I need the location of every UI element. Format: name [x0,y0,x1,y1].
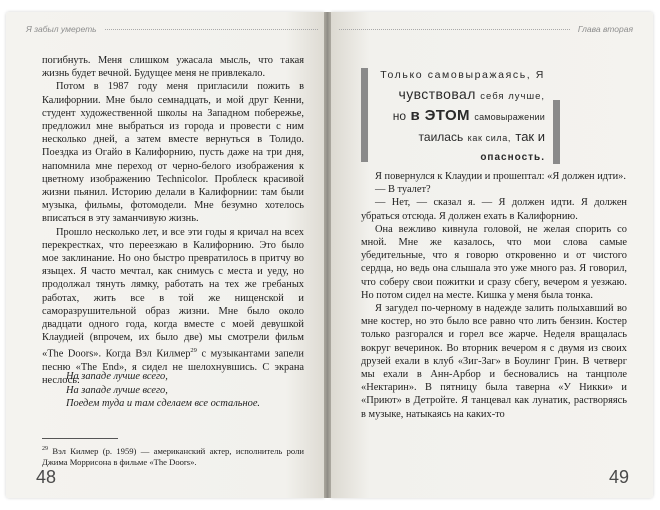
running-head-title: Я забыл умереть [26,24,97,34]
pull-quote-line [361,64,545,85]
paragraph: погибнуть. Меня слишком ужасала мысль, что такая жизнь будет вечной. Будущее меня не привлекало. [42,55,304,80]
footnote-divider [42,438,118,439]
right-running-head [339,22,633,36]
lyric-line: На западе лучше всего, [66,384,168,396]
footnote-number: 29 [42,446,48,452]
pull-quote-fragment: в ЭТОМ [410,107,470,124]
pull-quote-line [361,106,545,127]
right-page [331,12,653,498]
footnote [42,444,304,468]
pull-quote-line: опасность. [480,152,545,163]
pull-quote-line [361,127,545,148]
paragraph: Я загудел по-черному в надежде залить полыхавший во мне костер, но это было все равно что лить бензин. Костер только разгорался и горел все жарче. Неделя вращалась вокруг вечеринок. Во вторник вечером я с двумя из своих друзей ехали в клуб «Зиг-Заг» в Боулинг Грин. В четверг мы ехали в Анн-Арбор и бесновались на танцполе «Нектарин». В пятницу была таверна «У Никки» и «Приют» в Детройте. Я танцевал как лунатик, растворяясь в музыке, натыкаясь на каких-то [361,303,627,420]
footnote-text: Вэл Килмер (р. 1959) — американский актер, исполнитель роли Джима Моррисона в фильме «The Doors». [42,445,304,467]
paragraph: Она вежливо кивнула головой, не желая спорить со мной. Мне же казалось, что мои слова самые убедительные, что я говорю откровенно и от чистого сердца, но ведь она слышала это уже много раз. Я говорил, что соберу свои пожитки и сразу сбегу, вечером я уезжаю. Но потом сидел на месте. Кишка у меня была тонка. [361,223,627,301]
pull-quote-fragment: как сила, [467,133,511,143]
paragraph: Потом в 1987 году меня пригласили пожить в Калифорнии. Мне было семнадцать, и мой друг Кенни, студент художественной школы на Западном побережье, предложил мне выбраться из города и провести с ним несколько дней, а затем вместе вернуться в Толидо. Поездка из Огайо в Калифорнию, пусть даже на три дня, напомнила мне переход от черно-белого изображения к цветному изображению Technicolor. Проблеск красивой жизни пьянил. Историю делали в Калифорнии: там были музыка, фильмы, фотомодели. Мне безумно хотелось вписаться в эту заманчивую жизнь. [42,81,304,225]
lyric-line: Поедем туда и там сделаем все остальное. [66,398,261,410]
paragraph: — Нет, — сказал я. — Я должен идти. Я должен убраться отсюда. Я должен ехать в Калифорнию. [361,197,627,222]
footnote-marker: 29 [190,347,197,355]
right-body-text [361,170,627,421]
pull-quote-fragment: Только самовыражаясь, Я [380,69,545,81]
page-number: 48 [36,467,57,487]
paragraph-text: с музыкантами запели песню «The End», я сидел не шелохнувшись. С экрана неслось: [42,348,304,387]
page-number: 49 [608,467,629,487]
paragraph-text: Прошло несколько лет, и все эти годы я кричал на всех перекрестках, что переезжаю в Калифорнию. Это было мое заклинание. Но оно быстро превратилось в притчу во языцех. Я часто мечтал, как снимусь с места и уеду, но продолжал тянуть лямку, работать на тех же гребаных работах, жить все в той же нищенской и саморазрушительной образ жизни. Мне было около двадцати одного года, когда вместе с моей девушкой Клаудией (впрочем, их было две) мы смотрели фильм «The Doors». Когда Вэл Килмер [42,226,304,360]
paragraph: Я повернулся к Клаудии и прошептал: «Я должен идти». [375,171,626,182]
lyric-line: На западе лучше всего, [66,371,168,382]
pull-quote-fragment: так и [515,129,545,144]
pull-quote-fragment: самовыражении [474,112,545,122]
pull-quote-fragment: чувствовал [398,86,476,102]
pull-quote-bar [553,100,560,164]
running-head-rule [105,29,318,30]
left-page [6,12,324,498]
left-body-text [42,54,304,388]
pull-quote-line [361,85,545,106]
running-head-rule [339,29,570,30]
pull-quote-fragment: но [392,109,407,123]
left-running-head [26,22,318,36]
pull-quote [361,64,545,167]
running-head-chapter: Глава вторая [577,24,633,34]
paragraph [42,226,304,388]
pull-quote-fragment: таилась [418,130,464,144]
book-gutter [324,12,331,498]
song-lyrics [66,370,306,411]
pull-quote-fragment: себя лучше, [480,91,545,102]
paragraph: — В туалет? [375,184,431,196]
